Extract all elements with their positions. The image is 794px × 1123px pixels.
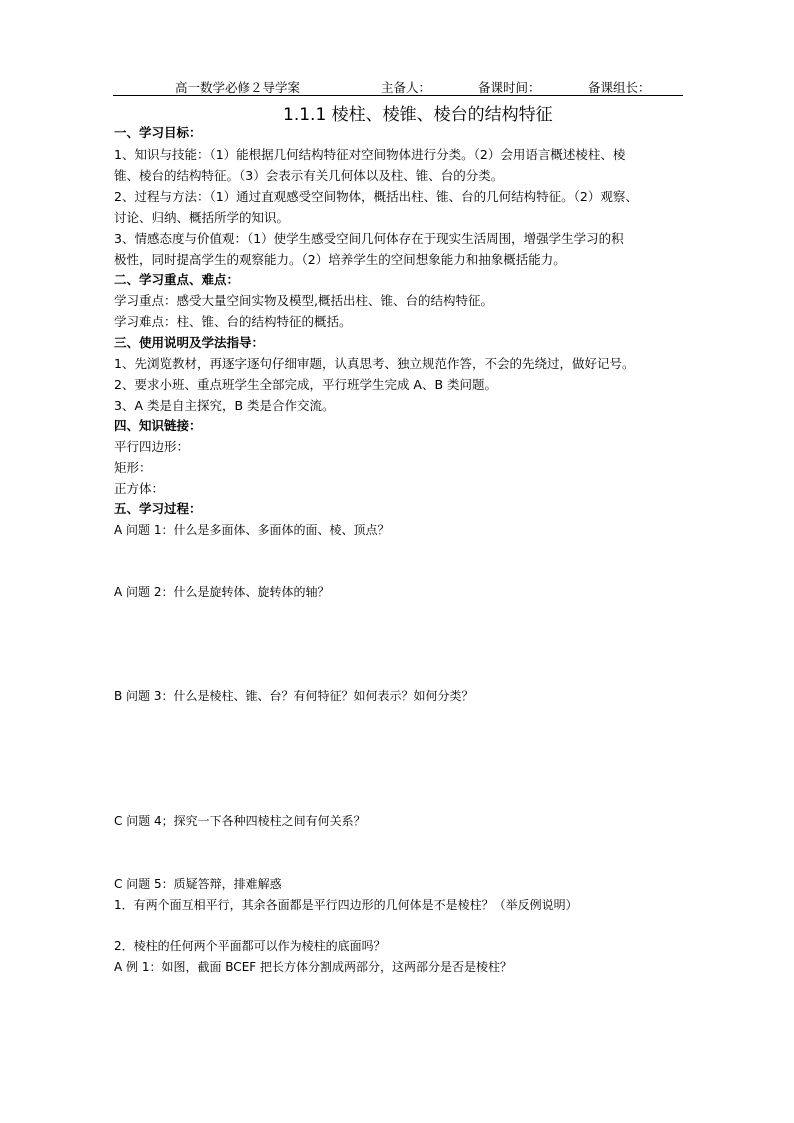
question-2: A 问题 2：什么是旋转体、旋转体的轴？ bbox=[114, 585, 330, 599]
paragraph-line: 讨论、归纳、概括所学的知识。 bbox=[114, 210, 290, 225]
paragraph-line: 2、过程与方法：（1）通过直观感受空间物体，概括出柱、锥、台的几何结构特征。（2）观察、 bbox=[114, 189, 638, 204]
header-leader: 备课组长： bbox=[588, 80, 651, 95]
example-1: A 例 1：如图，截面 BCEF 把长方体分割成两部分，这两部分是否是棱柱？ bbox=[114, 960, 512, 974]
paragraph-line: 1、先浏览教材，再逐字逐句仔细审题，认真思考、独立规范作答，不会的先绕过，做好记号。 bbox=[114, 356, 635, 371]
question-3: B 问题 3：什么是棱柱、锥、台？有何特征？如何表示？如何分类？ bbox=[114, 689, 474, 703]
section-heading-4: 四、知识链接： bbox=[114, 418, 202, 433]
paragraph-line: 2、要求小班、重点班学生全部完成，平行班学生完成 A、B 类问题。 bbox=[114, 377, 498, 392]
paragraph-line: 锥、棱台的结构特征。（3）会表示有关几何体以及柱、锥、台的分类。 bbox=[114, 168, 504, 183]
paragraph-line: 极性，同时提高学生的观察能力。（2）培养学生的空间想象能力和抽象概括能力。 bbox=[114, 252, 566, 267]
section-heading-2: 二、学习重点、难点： bbox=[114, 272, 240, 287]
paragraph-line: 1、知识与技能：（1）能根据几何结构特征对空间物体进行分类。（2）会用语言概述棱柱、棱 bbox=[114, 147, 626, 162]
section-heading-3: 三、使用说明及学法指导： bbox=[114, 335, 265, 350]
page-header bbox=[113, 78, 683, 96]
paragraph-line: 正方体： bbox=[114, 481, 165, 496]
page-title: 1.1.1 棱柱、棱锥、棱台的结构特征 bbox=[283, 105, 553, 125]
question-5-item-1: 1．有两个面互相平行，其余各面都是平行四边形的几何体是不是棱柱？（举反例说明） bbox=[114, 898, 578, 912]
header-course: 高一数学必修２导学案 bbox=[175, 80, 301, 95]
section-heading-5: 五、学习过程： bbox=[114, 501, 202, 516]
header-time: 备课时间： bbox=[478, 80, 541, 95]
paragraph-line: 3、A 类是自主探究，B 类是合作交流。 bbox=[114, 398, 335, 413]
paragraph-line: 3、情感态度与价值观：（1）使学生感受空间几何体存在于现实生活周围，增强学生学习的积 bbox=[114, 231, 624, 246]
question-4: C 问题 4；探究一下各种四棱柱之间有何关系？ bbox=[114, 814, 366, 828]
paragraph-line: 学习难点：柱、锥、台的结构特征的概括。 bbox=[114, 314, 352, 329]
section-heading-1: 一、学习目标： bbox=[114, 125, 202, 140]
question-1: A 问题 1：什么是多面体、多面体的面、棱、顶点？ bbox=[114, 523, 390, 537]
question-5-item-2: 2．棱柱的任何两个平面都可以作为棱柱的底面吗？ bbox=[114, 939, 386, 953]
header-author: 主备人： bbox=[381, 80, 432, 95]
paragraph-line: 平行四边形： bbox=[114, 439, 190, 454]
question-5: C 问题 5：质疑答辩，排难解惑 bbox=[114, 877, 282, 891]
paragraph-line: 学习重点：感受大量空间实物及模型,概括出柱、锥、台的结构特征。 bbox=[114, 293, 493, 308]
paragraph-line: 矩形： bbox=[114, 460, 152, 475]
